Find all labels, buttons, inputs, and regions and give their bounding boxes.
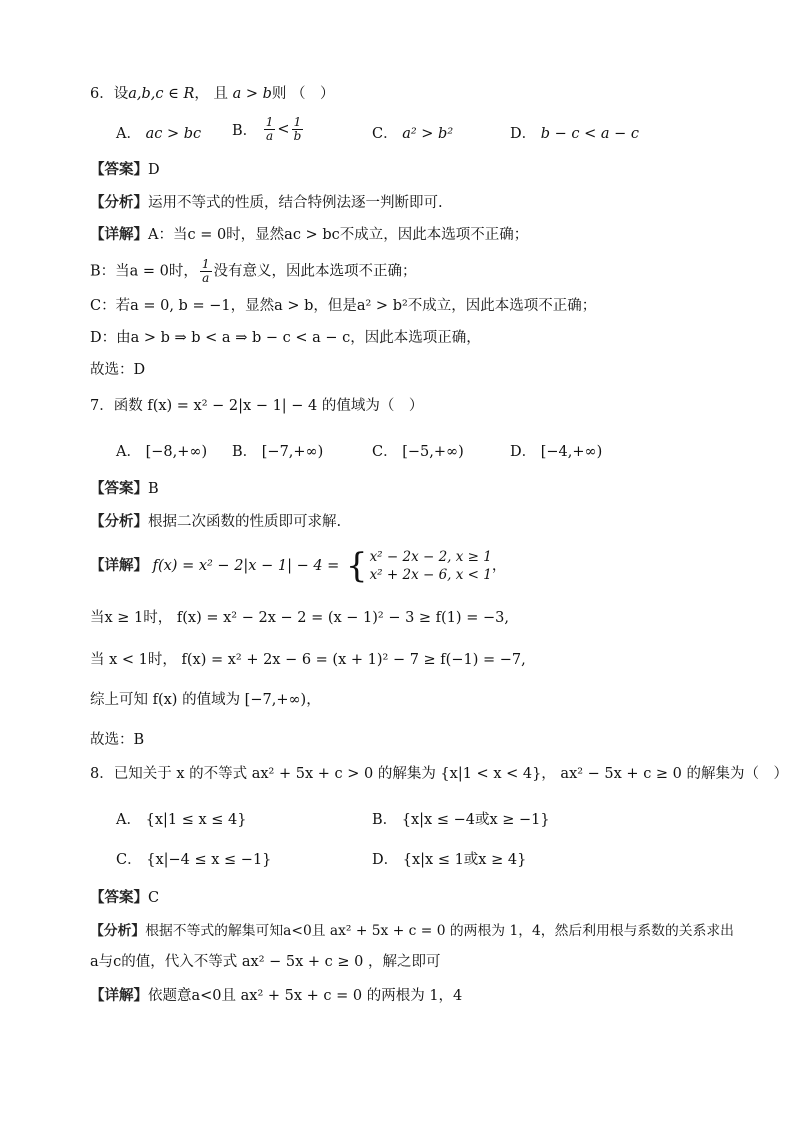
q6-option-d: D． b − c < a − c xyxy=(510,126,640,142)
q7-answer: 【答案】B xyxy=(90,481,159,497)
q8-analysis-line2: a与c的值，代入不等式 ax² − 5x + c ≥ 0 ，解之即可 xyxy=(90,954,441,970)
q7-conclusion: 故选：B xyxy=(90,732,145,748)
q6-answer: 【答案】D xyxy=(90,162,160,178)
q6-detail-a: 【详解】A：当c = 0时，显然ac > bc不成立，因此本选项不正确； xyxy=(90,227,529,243)
q6-detail-d: D：由a > b ⇒ b < a ⇒ b − c < a − c，因此本选项正确， xyxy=(90,330,481,346)
q6-detail-b: B：当a = 0时， $\frac{1}{a}$ 没有意义，因此本选项不正确； xyxy=(90,257,417,285)
q7-stem: 7．函数 f(x) = x² − 2|x − 1| − 4 的值域为（ ） xyxy=(90,398,424,414)
q6-option-b: B． $\frac{1}{a}$ < $\frac{1}{b}$ xyxy=(232,115,302,143)
q6-option-c: C． a² > b² xyxy=(372,126,454,142)
q6-analysis: 【分析】运用不等式的性质，结合特例法逐一判断即可. xyxy=(90,195,443,211)
q6-conclusion: 故选：D xyxy=(90,362,146,378)
q7-detail-line1: 当x ≥ 1时， f(x) = x² − 2x − 2 = (x − 1)² − 3 ≥ f(1) = −3, xyxy=(90,610,509,626)
q8-stem: 8．已知关于 x 的不等式 ax² + 5x + c > 0 的解集为 {x|1 < x < 4}， ax² − 5x + c ≥ 0 的解集为（ ） xyxy=(90,766,789,782)
q7-option-c: C． [−5,+∞) xyxy=(372,444,464,460)
q8-analysis-line1: 【分析】根据不等式的解集可知a<0且 ax² + 5x + c = 0 的两根为 1，4，然后利用根与系数的关系求出 xyxy=(90,923,734,939)
q7-analysis: 【分析】根据二次函数的性质即可求解. xyxy=(90,514,342,530)
q8-detail: 【详解】依题意a<0且 ax² + 5x + c = 0 的两根为 1，4 xyxy=(90,988,463,1004)
q8-answer: 【答案】C xyxy=(90,890,160,906)
q6-option-a: A． ac > bc xyxy=(116,126,202,142)
q8-option-c: C． {x|−4 ≤ x ≤ −1} xyxy=(116,852,272,868)
q6-stem: 6．设a,b,c ∈ R， 且 a > b则 （ ） xyxy=(90,86,335,102)
q7-detail-piecewise: 【详解】 f(x) = x² − 2|x − 1| − 4 = { x² − 2x − 2, x ≥ 1 x² + 2x − 6, x < 1 ， xyxy=(90,546,507,586)
q6-detail-c: C：若a = 0, b = −1，显然a > b，但是a² > b²不成立，因此本选项不正确； xyxy=(90,298,597,314)
q7-option-b: B． [−7,+∞) xyxy=(232,444,324,460)
q8-option-a: A． {x|1 ≤ x ≤ 4} xyxy=(116,812,247,828)
q7-detail-line3: 综上可知 f(x) 的值域为 [−7,+∞)， xyxy=(90,692,321,708)
q8-option-d: D． {x|x ≤ 1或x ≥ 4} xyxy=(372,852,527,868)
q7-option-d: D． [−4,+∞) xyxy=(510,444,603,460)
q7-option-a: A． [−8,+∞) xyxy=(116,444,208,460)
q8-option-b: B． {x|x ≤ −4或x ≥ −1} xyxy=(372,812,550,828)
q7-detail-line2: 当 x < 1时， f(x) = x² + 2x − 6 = (x + 1)² − 7 ≥ f(−1) = −7, xyxy=(90,652,526,668)
